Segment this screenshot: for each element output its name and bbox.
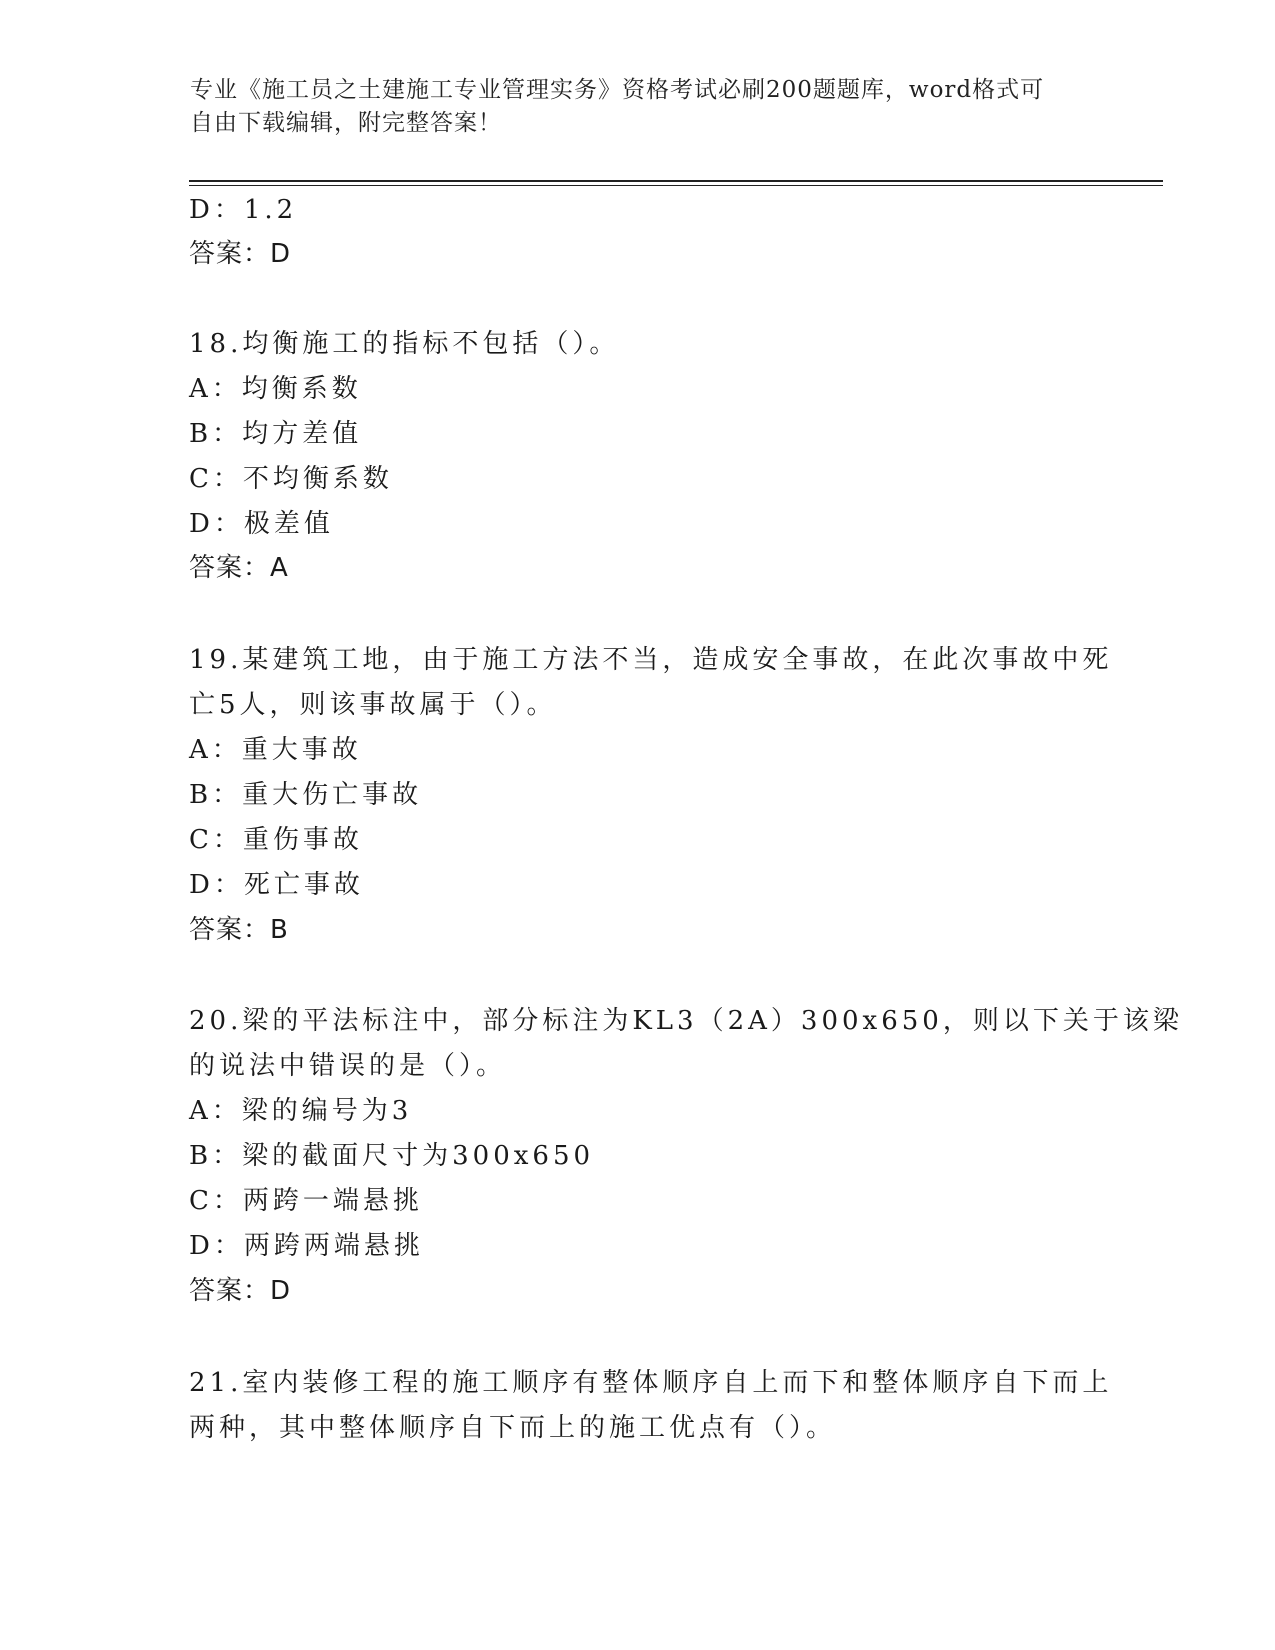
option-a: A：梁的编号为3 [189, 1096, 413, 1126]
question-stem: 21.室内装修工程的施工顺序有整体顺序自上而下和整体顺序自下而上 [189, 1368, 1113, 1398]
option-b: B：重大伤亡事故 [189, 780, 423, 810]
question-stem: 19.某建筑工地，由于施工方法不当，造成安全事故，在此次事故中死 [189, 645, 1113, 675]
option-d: D：极差值 [189, 509, 334, 539]
option-d: D：两跨两端悬挑 [189, 1231, 424, 1261]
page-header [190, 74, 1090, 140]
question-stem-continued: 两种，其中整体顺序自下而上的施工优点有（）。 [189, 1413, 837, 1443]
header-title-line-1: 专业《施工员之土建施工专业管理实务》资格考试必刷200题题库，word格式可 [190, 77, 1045, 103]
option-b: B：梁的截面尺寸为300x650 [189, 1141, 595, 1171]
header-divider [189, 180, 1163, 186]
header-title-line-2: 自由下载编辑，附完整答案！ [190, 110, 502, 136]
option-d: D：死亡事故 [189, 870, 364, 900]
question-stem: 20.梁的平法标注中，部分标注为KL3（2A）300x650，则以下关于该梁 [189, 1006, 1183, 1036]
option-c: C：重伤事故 [189, 825, 363, 855]
option-b: B：均方差值 [189, 419, 363, 449]
option-c: C：两跨一端悬挑 [189, 1186, 423, 1216]
answer: 答案：A [189, 553, 289, 583]
question-stem-continued: 的说法中错误的是（）。 [189, 1051, 507, 1081]
question-stem: 18.均衡施工的指标不包括（）。 [189, 329, 620, 359]
option-c: C：不均衡系数 [189, 464, 393, 494]
question-stem-continued: 亡5人，则该事故属于（）。 [189, 690, 557, 720]
answer: 答案：D [189, 239, 292, 269]
option-d: D：1.2 [189, 195, 298, 225]
option-a: A：重大事故 [189, 735, 362, 765]
answer: 答案：D [189, 1276, 292, 1306]
option-a: A：均衡系数 [189, 374, 362, 404]
answer: 答案：B [189, 915, 289, 945]
